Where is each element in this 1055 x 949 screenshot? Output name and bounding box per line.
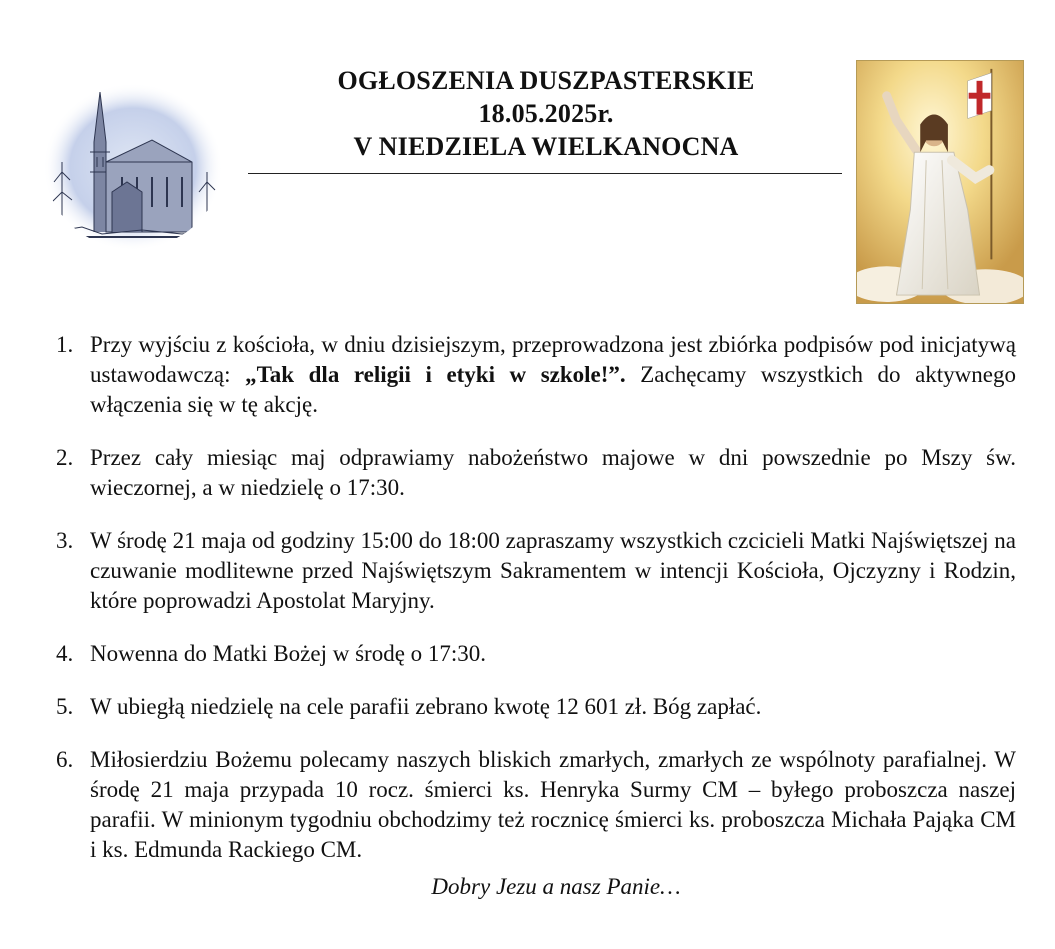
header-divider	[248, 173, 842, 174]
announcement-text: W ubiegłą niedzielę na cele parafii zebrano kwotę 12 601 zł. Bóg zapłać.	[90, 694, 762, 719]
announcement-text: Przez cały miesiąc maj odprawiamy nabożeństwo majowe w dni powszednie po Mszy św. wieczornej, a w niedzielę o 17:30.	[90, 445, 1016, 500]
announcement-item	[52, 443, 1016, 503]
announcement-item	[52, 330, 1016, 420]
announcement-text: Nowenna do Matki Bożej w środę o 17:30.	[90, 641, 487, 666]
announcement-number: 5.	[56, 694, 74, 719]
announcement-number: 3.	[56, 528, 74, 553]
announcement-number: 6.	[56, 747, 74, 772]
announcement-item	[52, 745, 1016, 865]
announcement-number: 2.	[56, 445, 74, 470]
header	[250, 64, 842, 163]
church-illustration	[42, 82, 224, 252]
announcement-text: Miłosierdziu Bożemu polecamy naszych bliskich zmarłych, zmarłych ze wspólnoty parafialnej. W środę 21 maja przypada 10 rocz. śmierci ks. Henryka Surmy CM – byłego proboszcza naszej parafii. W minionym tygodniu obchodzimy też rocznicę śmierci ks. proboszcza Michała Pająka CM i ks. Edmunda Rackiego CM.	[90, 747, 1016, 862]
announcement-item	[52, 639, 1016, 669]
announcement-text: Zachęcamy wszystkich do aktywnego włączenia się w tę akcję.	[90, 362, 1017, 417]
announcement-bold-text: „Tak dla religii i etyki w szkole!”.	[245, 362, 626, 387]
announcement-text: Przy wyjściu z kościoła, w dniu dzisiejszym, przeprowadzona jest zbiórka podpisów pod inicjatywą ustawodawczą:	[90, 332, 1016, 387]
page-title: OGŁOSZENIA DUSZPASTERSKIE	[337, 66, 755, 95]
closing-prayer: Dobry Jezu a nasz Panie…	[431, 874, 681, 899]
announcement-item	[52, 692, 1016, 722]
announcement-number: 1.	[56, 332, 74, 357]
announcements-list	[52, 330, 1016, 888]
announcement-text: W środę 21 maja od godziny 15:00 do 18:00 zapraszamy wszystkich czcicieli Matki Najświętszej na czuwanie modlitewne przed Najświętszym Sakramentem w intencji Kościoła, Ojczyzny i Rodzin, które poprowadzi Apostolat Maryjny.	[90, 528, 1016, 613]
announcement-item	[52, 526, 1016, 616]
announcement-number: 4.	[56, 641, 74, 666]
page-date: 18.05.2025r.	[478, 99, 614, 128]
page-subtitle: V NIEDZIELA WIELKANOCNA	[353, 132, 739, 161]
risen-christ-illustration	[856, 60, 1024, 304]
